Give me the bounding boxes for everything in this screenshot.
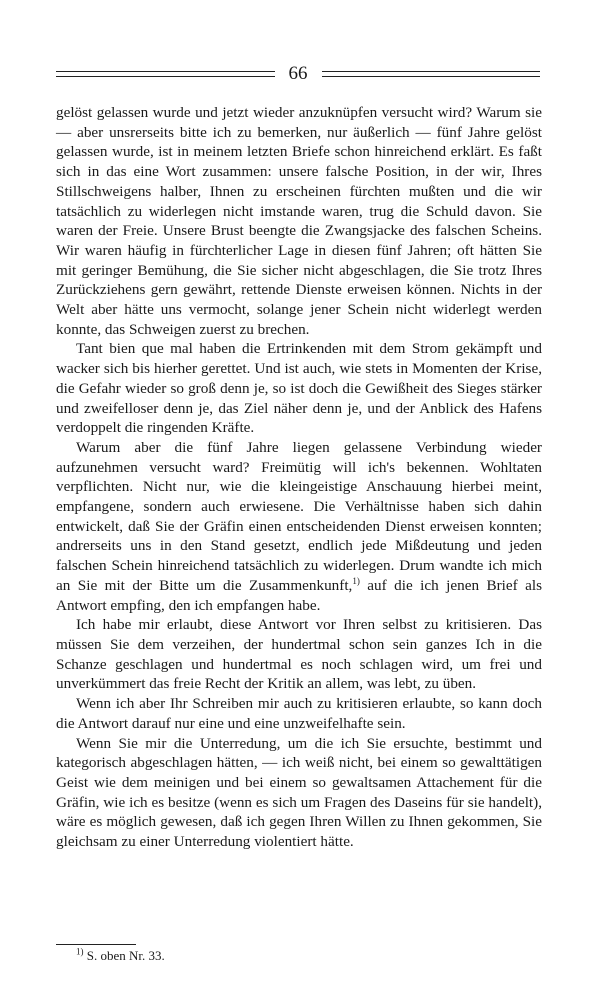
paragraph-3-continuation: auf die ich jenen Brief als Antwort empfing, den ich empfangen habe. <box>56 576 543 614</box>
paragraph-4: Ich habe mir erlaubt, diese Antwort vor Ihren selbst zu kritisieren. Das müssen Sie dem verzeihen, der hundertmal schon sein ganzes Ich in die Schanze geschlagen und hundertmal es noch schlagen wird, um frei und unverkümmert das freie Recht der Kritik an allem, was lebt, zu üben. <box>56 616 542 693</box>
footnote-reference: 1) <box>352 575 360 586</box>
header-rule-right <box>322 71 541 77</box>
footnote-marker: 1) <box>76 946 84 957</box>
paragraph-1: gelöst gelassen wurde und jetzt wieder anzuknüpfen versucht wird? Warum sie — aber unsrerseits bitte ich zu bemerken, nur äußerlich — fünf Jahre gelöst gelassen wurde, ist in meinem letzten Briefe schon hinreichend erklärt. Es faßt sich in das eine Wort zusammen: unsere falsche Position, in der wir, Ihres Stillschweigens halber, Ihnen zu erscheinen fürchten mußten und die wir tatsächlich zu widerlegen nicht imstande waren, trug die Schuld davon. Sie waren der Freie. Unsere Brust beengte die Zwangsjacke des falschen Scheins. Wir waren häufig in fürchterlicher Lage in diesen fünf Jahren; oft hätten Sie mit geringer Bemühung, die Sie sicher nicht abgeschlagen, die Sie trotz Ihres Zurückziehens gern gewährt, rettende Dienste erweisen können. Nichts in der Welt aber hätte uns vermocht, solange jener Schein nicht widerlegt werden konnte, das Schweigen zuerst zu brechen. <box>56 104 542 338</box>
header-rule-left <box>56 71 275 77</box>
footnote <box>76 948 165 964</box>
paragraph-3-text: Warum aber die fünf Jahre liegen gelassene Verbindung wieder aufzunehmen versucht ward? Freimütig will ich's bekennen. Wohltaten verpflichten. Nicht nur, wie die kleingeistige Anschauung hierbei meint, empfangene, sondern auch erwiesene. Die Verhältnisse haben sich dahin entwickelt, daß Sie der Gräfin einen entscheidenden Dienst erweisen konnten; andrerseits uns in den Stand gesetzt, endlich jede Mißdeutung und jeden falschen Schein hinreichend tatsächlich zu widerlegen. Drum wandte ich mich an Sie mit der Bitte um die Zusammenkunft, <box>56 438 542 594</box>
page-number: 66 <box>288 63 308 84</box>
body-text <box>56 103 542 852</box>
footnote-text: S. oben Nr. 33. <box>83 948 165 963</box>
paragraph-5: Wenn ich aber Ihr Schreiben mir auch zu kritisieren erlaubte, so kann doch die Antwort darauf nur eine und eine unzweifelhafte sein. <box>56 695 542 732</box>
footnote-rule <box>56 944 136 945</box>
paragraph-6: Wenn Sie mir die Unterredung, um die ich Sie ersuchte, bestimmt und kategorisch abgeschlagen hätten, — ich weiß nicht, bei einem so gewalttätigen Geist wie dem meinigen und bei einem so gewaltsamen Attachement für die Gräfin, wie ich es besitze (wenn es sich um Fragen des Daseins für sie handelt), wäre es möglich gewesen, daß ich gegen Ihren Willen zu Ihnen gekommen, Sie gleichsam zu einer Unterredung violentiert hätte. <box>56 734 542 851</box>
paragraph-3 <box>56 438 542 615</box>
page-header <box>56 62 540 86</box>
paragraph-2: Tant bien que mal haben die Ertrinkenden mit dem Strom gekämpft und wacker sich bis hierher gerettet. Und ist auch, wie stets in Momenten der Krise, die Gefahr wieder so groß denn je, so ist doch die Gewißheit des Sieges stärker und zweifelloser denn je, das Ziel näher denn je, und der Anblick des Hafens verdoppelt die ringenden Kräfte. <box>56 340 542 437</box>
